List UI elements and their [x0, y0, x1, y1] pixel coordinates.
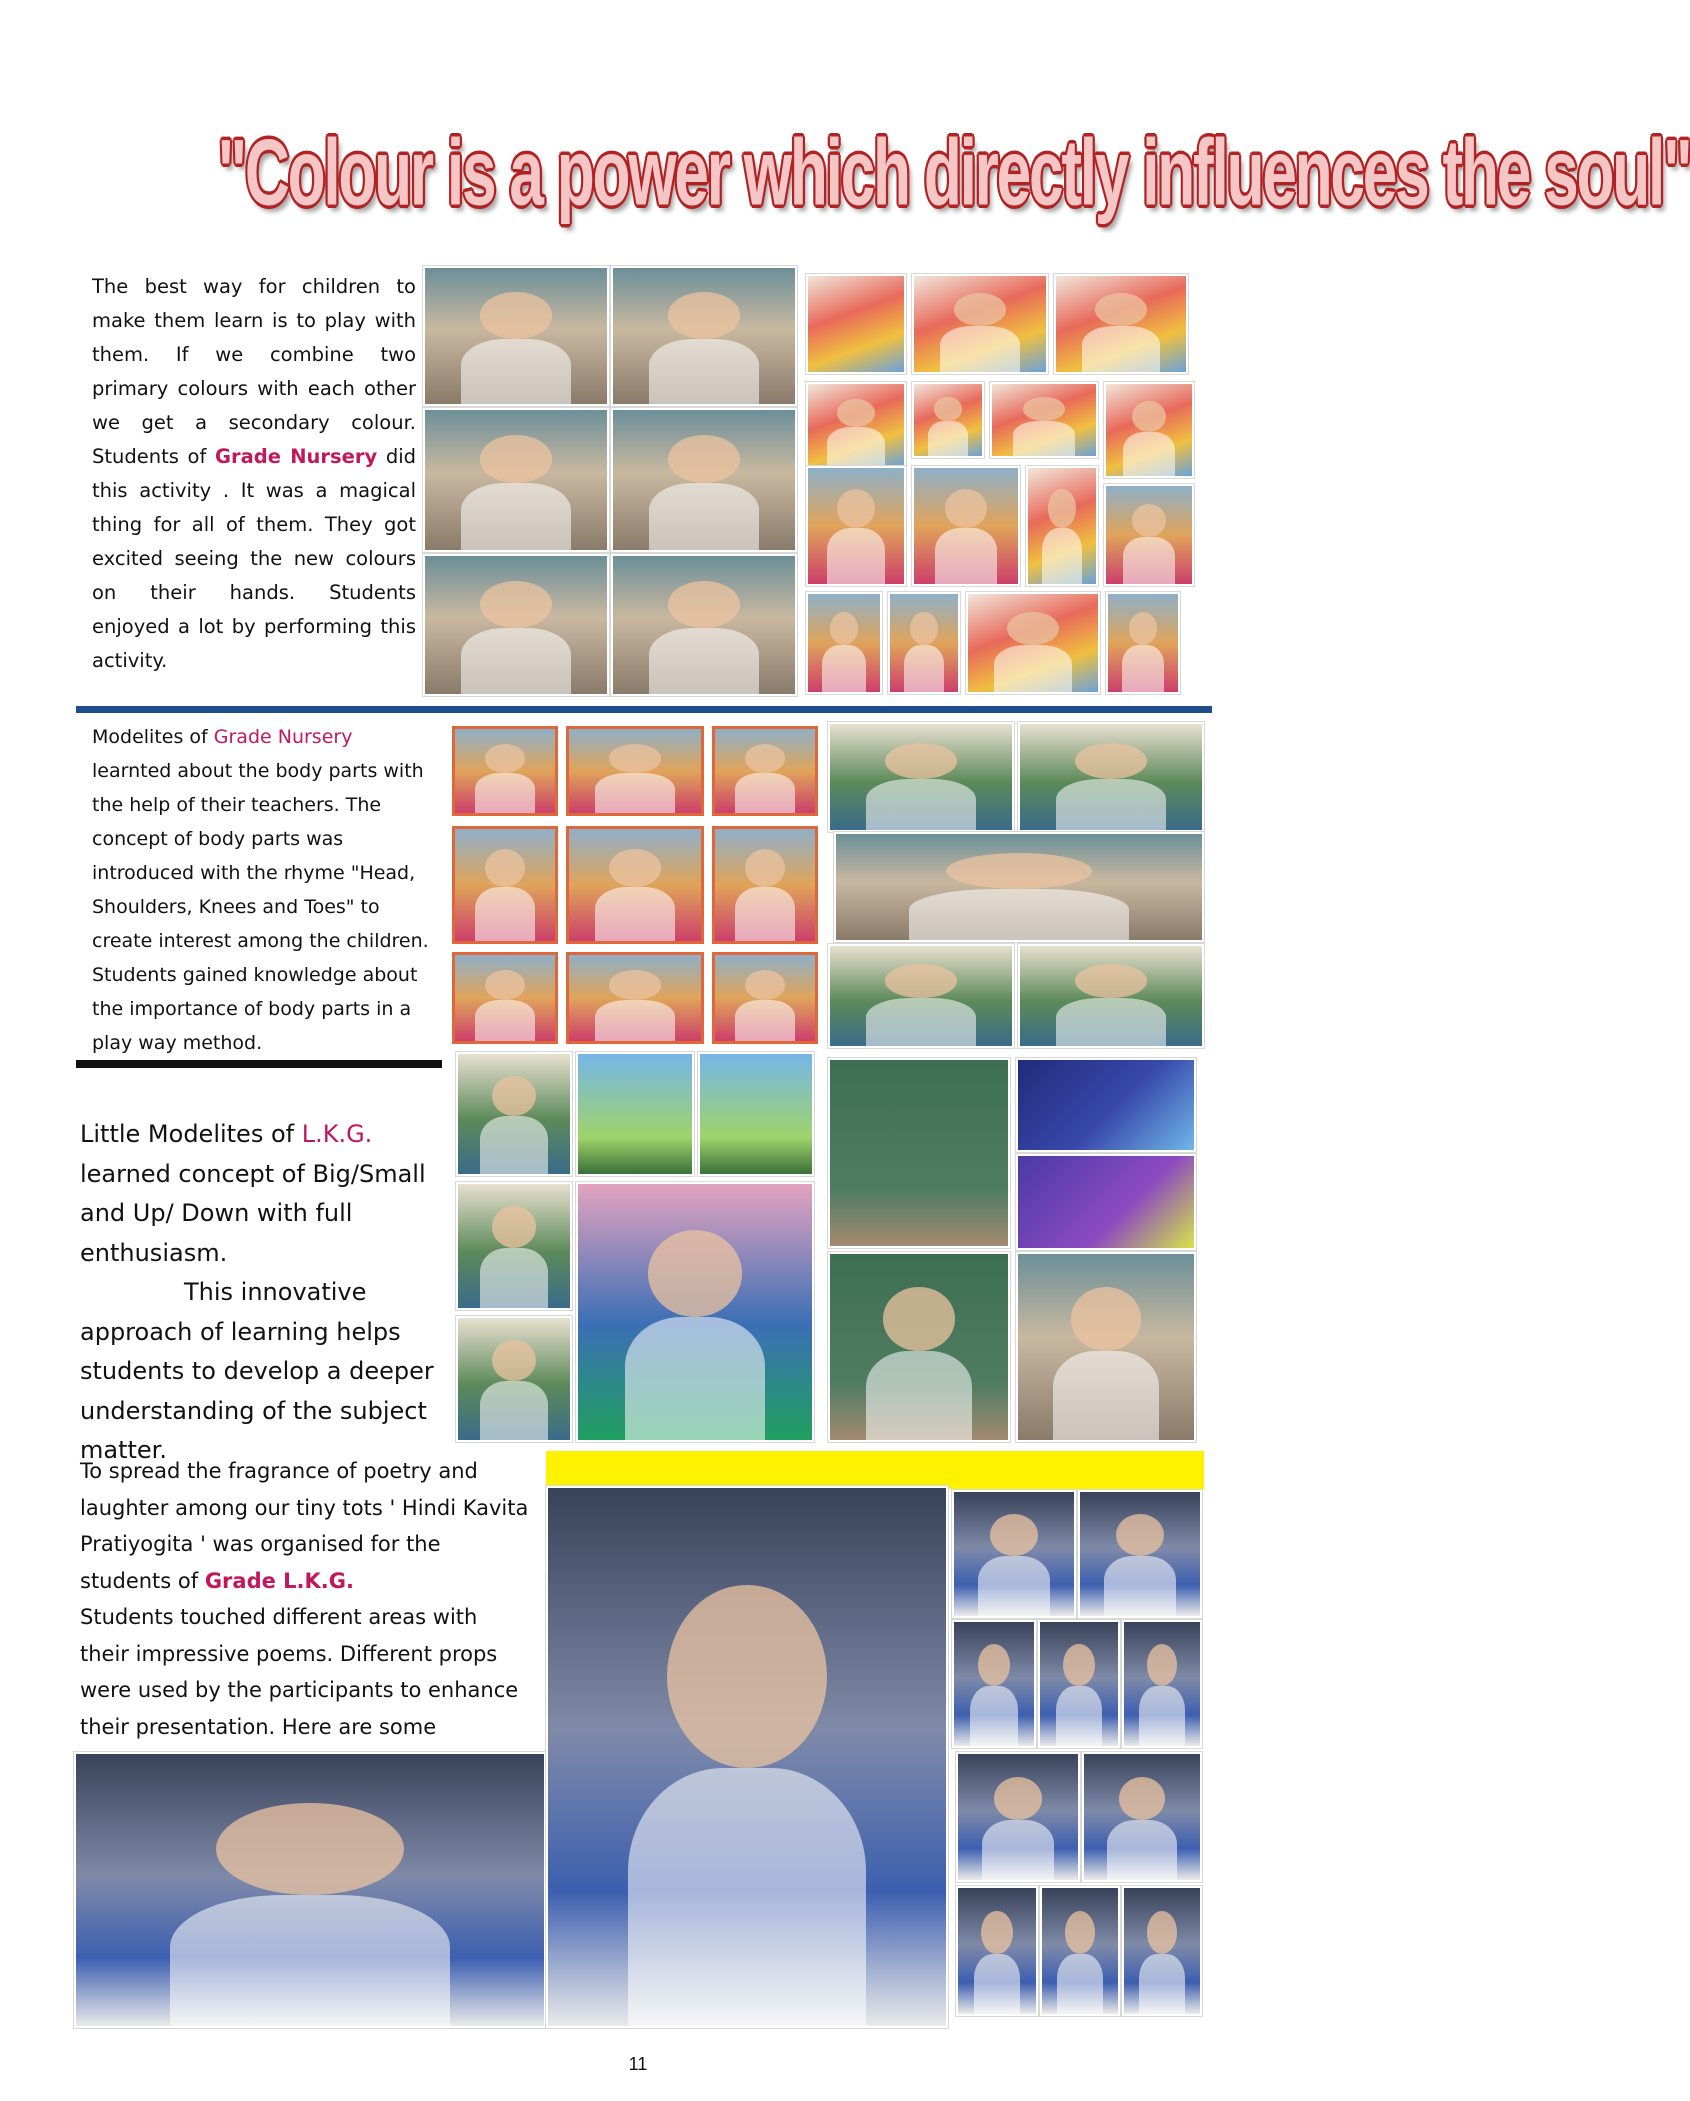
photo-hands-2	[611, 266, 797, 406]
photo-body-5	[566, 826, 704, 944]
photo-kavita-teachers	[546, 1486, 948, 2028]
photo-bigsmall-board-1	[828, 1058, 1010, 1248]
photo-hands-5	[423, 554, 609, 696]
photo-updown-3	[698, 1052, 814, 1176]
colour-activity-paragraph	[92, 270, 416, 678]
photo-bigsmall-screen-2	[1016, 1154, 1196, 1250]
bigsmall-text-before: Little Modelites of	[80, 1120, 302, 1148]
photo-paint-4	[806, 382, 906, 468]
photo-hands-3	[423, 408, 609, 552]
section-divider-yellow	[546, 1451, 1204, 1489]
photo-updown-2	[576, 1052, 694, 1176]
photo-kavita-8	[956, 1886, 1038, 2016]
photo-updown-6	[456, 1316, 572, 1442]
body-grade-highlight: Grade Nursery	[213, 726, 353, 748]
photo-kavita-4	[1038, 1620, 1120, 1748]
photo-body-3	[712, 726, 818, 816]
bigsmall-text-after: This innovative approach of learning helps students to develop a deeper understanding of the subject matter.	[80, 1278, 434, 1464]
photo-kavita-3	[952, 1620, 1036, 1748]
photo-kavita-9	[1040, 1886, 1120, 2016]
photo-kavita-10	[1122, 1886, 1202, 2016]
photo-body-8	[566, 952, 704, 1044]
photo-paint-12	[806, 592, 882, 694]
photo-rhyme-4	[828, 944, 1014, 1048]
photo-hands-4	[611, 408, 797, 552]
photo-kavita-6	[956, 1752, 1080, 1882]
photo-kavita-2	[1078, 1490, 1202, 1618]
colour-text-after: did this activity . It was a magical thing for all of them. They got excited seeing the new colours on their hands. Students enjoyed a lot by performing this activity.	[92, 445, 417, 672]
big-small-paragraph	[80, 1115, 450, 1471]
photo-paint-7	[1104, 382, 1194, 478]
photo-paint-5	[912, 382, 984, 458]
body-text-after: learnted about the body parts with the help of their teachers. The concept of body parts was introduced with the rhyme "Head, Shoulders, Knees and Toes" to create interest among the children. Students gained knowledge about the importance of body parts in a play way method.	[92, 760, 429, 1054]
photo-rhyme-5	[1018, 944, 1204, 1048]
photo-paint-9	[912, 466, 1020, 586]
photo-body-7	[452, 952, 558, 1044]
body-parts-paragraph	[92, 720, 430, 1060]
photo-bigsmall-screen-1	[1016, 1058, 1196, 1152]
photo-body-9	[712, 952, 818, 1044]
kavita-grade-highlight: Grade L.K.G.	[204, 1568, 354, 1593]
body-text-before: Modelites of	[92, 726, 214, 748]
bigsmall-grade-highlight: L.K.G.	[301, 1120, 373, 1148]
bigsmall-text-mid: learned concept of Big/Small and Up/ Down with full enthusiasm.	[80, 1159, 426, 1267]
photo-updown-4	[456, 1182, 572, 1310]
photo-paint-13	[888, 592, 960, 694]
photo-kavita-group-large	[74, 1752, 546, 2028]
photo-bigsmall-class	[1016, 1252, 1196, 1442]
photo-paint-1	[806, 274, 906, 374]
photo-paint-10	[1026, 466, 1098, 586]
photo-body-2	[566, 726, 704, 816]
photo-rhyme-1	[828, 722, 1014, 832]
photo-rhyme-2	[1018, 722, 1204, 832]
section-divider-blue	[76, 706, 1212, 713]
photo-rhyme-3	[834, 832, 1204, 942]
photo-hands-6	[611, 554, 797, 696]
photo-kavita-7	[1082, 1752, 1202, 1882]
photo-paint-11	[1104, 484, 1194, 586]
colour-text-before: The best way for children to make them learn is to play with them. If we combine two primary colours with each other we get a secondary colour. Students of	[92, 275, 416, 468]
photo-updown-5	[576, 1182, 814, 1442]
photo-paint-2	[912, 274, 1048, 374]
photo-body-6	[712, 826, 818, 944]
photo-paint-15	[1106, 592, 1180, 694]
page-number: 11	[628, 2054, 648, 2074]
photo-bigsmall-board-2	[828, 1252, 1010, 1442]
photo-body-1	[452, 726, 558, 816]
kavita-paragraph	[80, 1453, 530, 1782]
photo-paint-14	[966, 592, 1100, 694]
photo-kavita-5	[1122, 1620, 1202, 1748]
page-headline: "Colour is a power which directly influences the soul"	[217, 119, 1690, 225]
kavita-text-before: To spread the fragrance of poetry and laughter among our tiny tots ' Hindi Kavita Pratiyogita ' was organised for the students of	[80, 1459, 529, 1593]
photo-updown-1	[456, 1052, 572, 1176]
photo-paint-8	[806, 466, 906, 586]
kavita-text-after: Students touched different areas with their impressive poems. Different props were used by the participants to enhance their presentation. Here are some	[80, 1605, 519, 1739]
photo-paint-6	[990, 382, 1098, 458]
section-divider-black	[76, 1060, 442, 1068]
photo-body-4	[452, 826, 558, 944]
colour-grade-highlight: Grade Nursery	[215, 445, 378, 468]
photo-kavita-1	[952, 1490, 1076, 1618]
photo-paint-3	[1054, 274, 1188, 374]
photo-hands-1	[423, 266, 609, 406]
